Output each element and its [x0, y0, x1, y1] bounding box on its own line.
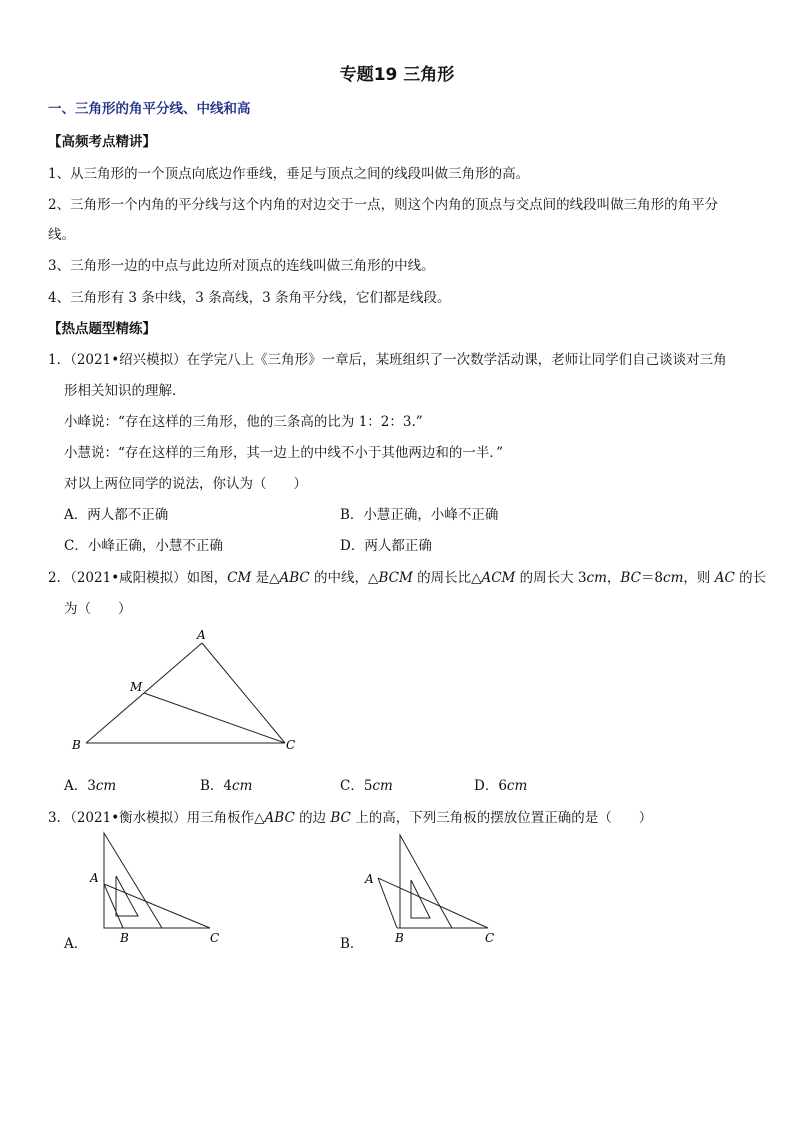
q2-text-7: ，则 — [683, 570, 715, 586]
page-title: 专题19 三角形 — [339, 65, 455, 85]
q1-option-d[interactable]: D．两人都正确 — [340, 538, 432, 554]
q2-var-cm: CM — [227, 570, 252, 586]
q3-figure-b — [340, 828, 540, 953]
label-m: M — [130, 680, 143, 694]
q3-text-1: 的边 — [294, 810, 331, 826]
q2-option-b[interactable] — [200, 774, 252, 794]
q2-text-1: 是△ — [251, 570, 280, 586]
fig-a-label-a: A — [90, 871, 99, 885]
q2-triangle-figure — [60, 625, 320, 755]
label-b: B — [72, 738, 81, 752]
label-c: C — [286, 738, 296, 752]
q2-option-b-unit: cm — [232, 778, 253, 794]
fig-a-label-c: C — [210, 931, 220, 945]
q3-var-bc: BC — [330, 810, 351, 826]
q2-line1 — [48, 566, 766, 586]
q2-var-bc: BC — [620, 570, 641, 586]
q3-line1 — [48, 806, 652, 826]
q2-option-d-unit: cm — [506, 778, 528, 794]
q2-var-ac: AC — [714, 570, 735, 586]
q2-unit-2: cm — [663, 570, 684, 586]
fig-a-set-square-inner — [116, 876, 138, 916]
fig-a-set-square-outer — [104, 833, 162, 928]
key-point-4: 4、三角形有 3 条中线，3 条高线，3 条角平分线，它们都是线段。 — [48, 290, 451, 306]
q2-var-acm: ACM — [481, 570, 516, 586]
q2-text-2: 的中线，△ — [309, 570, 379, 586]
q2-text-pre: 2．（2021•咸阳模拟）如图， — [48, 570, 228, 586]
q1-line5: 对以上两位同学的说法，你认为（ ） — [64, 476, 307, 492]
fig-a-label-b: B — [120, 931, 129, 945]
fig-b-set-square-outer — [400, 835, 452, 928]
q2-option-c-text: C．5 — [340, 778, 373, 794]
q1-line2: 形相关知识的理解． — [64, 383, 186, 399]
q3-option-b[interactable]: B． — [340, 936, 364, 952]
q2-option-c[interactable] — [340, 774, 393, 794]
q1-line3: 小峰说：“存在这样的三角形，他的三条高的比为 1：2：3.” — [64, 414, 423, 430]
q2-unit-1: cm — [586, 570, 607, 586]
q2-var-abc: ABC — [279, 570, 310, 586]
q2-option-a-unit: cm — [95, 778, 117, 794]
q2-text-3: 的周长比△ — [412, 570, 482, 586]
fig-b-label-a: A — [365, 872, 374, 886]
q1-option-a[interactable]: A．两人都不正确 — [64, 507, 169, 523]
q3-option-a[interactable]: A． — [64, 936, 88, 952]
q1-option-c[interactable]: C．小峰正确，小慧不正确 — [64, 538, 223, 554]
fig-b-set-square-inner — [411, 880, 430, 918]
q2-option-c-unit: cm — [372, 778, 393, 794]
q2-text-4: 的周长大 3 — [515, 570, 587, 586]
q3-figure-a — [60, 828, 260, 953]
section-heading: 一、三角形的角平分线、中线和高 — [48, 101, 251, 117]
key-point-3: 3、三角形一边的中点与此边所对顶点的连线叫做三角形的中线。 — [48, 258, 435, 274]
q2-option-a[interactable] — [64, 774, 116, 794]
key-points-header: 【高频考点精讲】 — [48, 134, 156, 150]
fig-b-label-c: C — [485, 931, 495, 945]
key-point-2-cont: 线。 — [48, 227, 75, 243]
q1-line1: 1．（2021•绍兴模拟）在学完八上《三角形》一章后，某班组织了一次数学活动课，老师让同学们自己谈谈对三角 — [48, 352, 727, 368]
q2-var-bcm: BCM — [378, 570, 413, 586]
q2-option-d-text: D．6 — [474, 778, 507, 794]
q2-text-8: 的长 — [734, 570, 767, 586]
exercises-header: 【热点题型精练】 — [48, 321, 156, 337]
q1-line4: 小慧说：“存在这样的三角形，其一边上的中线不小于其他两边和的一半．” — [64, 445, 504, 461]
q1-option-b[interactable]: B．小慧正确，小峰不正确 — [340, 507, 499, 523]
q2-text-5: ， — [606, 570, 621, 586]
q2-option-d[interactable] — [474, 774, 527, 794]
q2-line2: 为（ ） — [64, 601, 132, 617]
q3-text-pre: 3．（2021•衡水模拟）用三角板作△ — [48, 810, 265, 826]
label-a: A — [197, 628, 206, 642]
q2-option-a-text: A．3 — [64, 778, 96, 794]
q2-text-6: ＝8 — [640, 570, 664, 586]
q3-text-2: 上的高，下列三角板的摆放位置正确的是（ ） — [350, 810, 653, 826]
key-point-1: 1、从三角形的一个顶点向底边作垂线，垂足与顶点之间的线段叫做三角形的高。 — [48, 166, 530, 182]
fig-b-label-b: B — [395, 931, 404, 945]
q3-var-abc: ABC — [264, 810, 295, 826]
q2-option-b-text: B．4 — [200, 778, 233, 794]
key-point-2: 2、三角形一个内角的平分线与这个内角的对边交于一点，则这个内角的顶点与交点间的线段叫做三角形的角平分 — [48, 197, 719, 213]
